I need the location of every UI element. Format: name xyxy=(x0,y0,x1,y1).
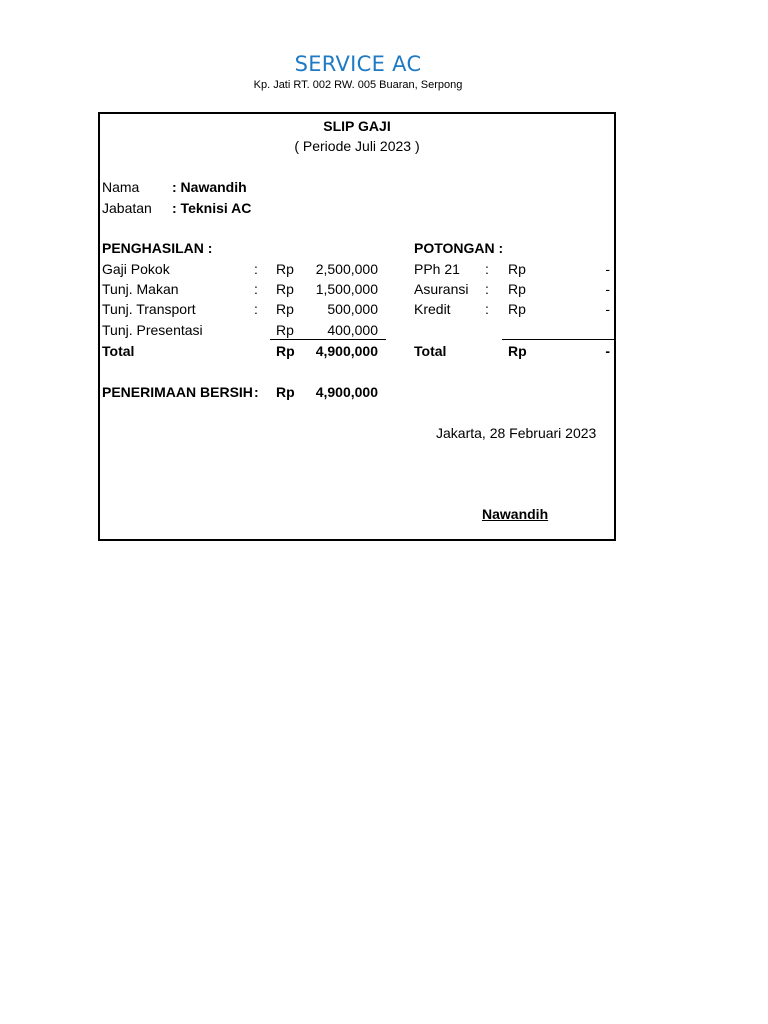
earning-currency: Rp xyxy=(276,281,294,297)
deduction-separator: : xyxy=(485,281,489,297)
position-label: Jabatan xyxy=(102,200,152,216)
deduction-amount: - xyxy=(605,281,610,297)
earning-amount: 500,000 xyxy=(327,301,378,317)
name-label: Nama xyxy=(102,179,140,195)
net-pay-label: PENERIMAAN BERSIH xyxy=(102,384,253,400)
deductions-total-currency: Rp xyxy=(508,343,527,359)
deduction-currency: Rp xyxy=(508,261,526,277)
earning-separator: : xyxy=(254,261,258,277)
deduction-currency: Rp xyxy=(508,281,526,297)
deductions-total-label: Total xyxy=(414,343,447,359)
earning-currency: Rp xyxy=(276,322,294,338)
net-pay-currency: Rp xyxy=(276,384,295,400)
deduction-currency: Rp xyxy=(508,301,526,317)
deduction-amount: - xyxy=(605,261,610,277)
deduction-label: Kredit xyxy=(414,301,451,317)
earning-amount: 2,500,000 xyxy=(315,261,378,277)
earning-separator: : xyxy=(254,301,258,317)
signatory-name: Nawandih xyxy=(482,506,549,522)
deduction-label: Asuransi xyxy=(414,281,469,297)
earning-amount: 1,500,000 xyxy=(315,281,378,297)
earning-currency: Rp xyxy=(276,261,294,277)
deduction-separator: : xyxy=(485,301,489,317)
earning-label: Gaji Pokok xyxy=(102,261,170,277)
slip-title: SLIP GAJI xyxy=(323,118,391,134)
earning-separator: : xyxy=(254,281,258,297)
earnings-total-rule xyxy=(270,339,386,340)
earning-currency: Rp xyxy=(276,301,294,317)
position-value: : Teknisi AC xyxy=(172,200,252,216)
net-pay-amount: 4,900,000 xyxy=(315,384,378,400)
company-address: Kp. Jati RT. 002 RW. 005 Buaran, Serpong xyxy=(253,79,463,91)
deduction-separator: : xyxy=(485,261,489,277)
deductions-heading: POTONGAN : xyxy=(414,240,504,256)
earning-amount: 400,000 xyxy=(327,322,378,338)
earnings-total-label: Total xyxy=(102,343,135,359)
salary-slip xyxy=(98,112,616,541)
company-name: SERVICE AC xyxy=(294,52,422,76)
earnings-heading: PENGHASILAN : xyxy=(102,240,213,256)
slip-period: ( Periode Juli 2023 ) xyxy=(294,138,420,154)
deductions-total-amount: - xyxy=(605,343,610,359)
earning-label: Tunj. Presentasi xyxy=(102,322,203,338)
earning-label: Tunj. Transport xyxy=(102,301,196,317)
name-value: : Nawandih xyxy=(172,179,247,195)
deduction-label: PPh 21 xyxy=(414,261,460,277)
net-pay-separator: : xyxy=(254,384,259,400)
deduction-amount: - xyxy=(605,301,610,317)
earnings-total-amount: 4,900,000 xyxy=(315,343,378,359)
earning-label: Tunj. Makan xyxy=(102,281,179,297)
deductions-total-rule xyxy=(502,339,614,340)
earnings-total-currency: Rp xyxy=(276,343,295,359)
place-date: Jakarta, 28 Februari 2023 xyxy=(436,425,597,441)
